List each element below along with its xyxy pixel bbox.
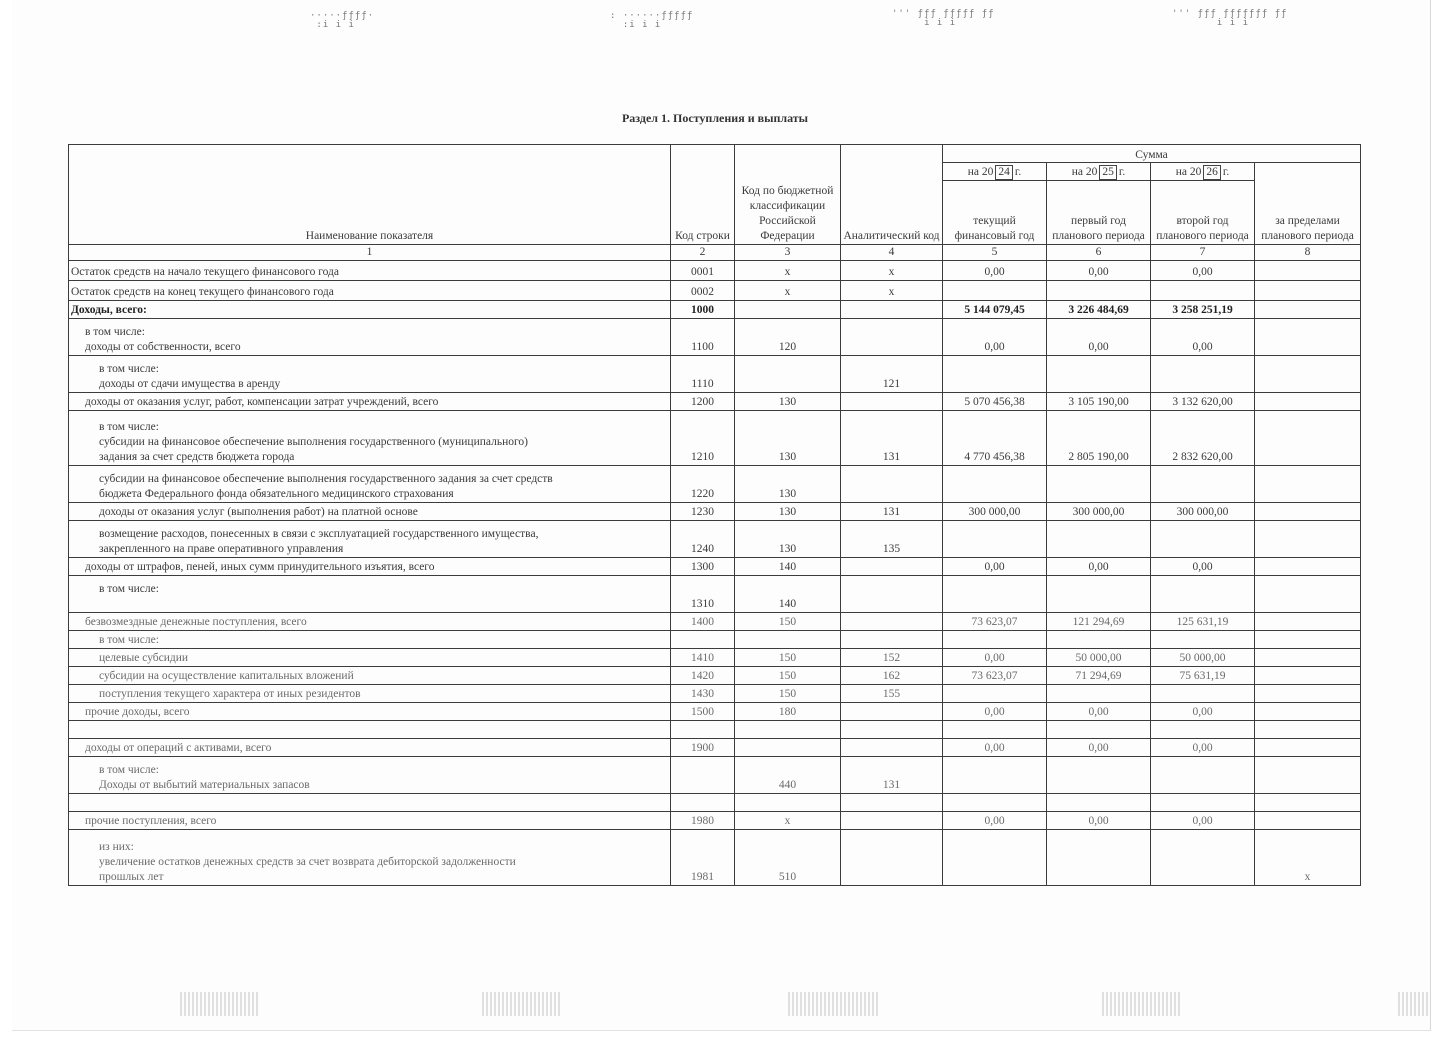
value-first-plan-year: 50 000,00 bbox=[1047, 649, 1151, 667]
table-row bbox=[69, 558, 1361, 576]
analytic-code bbox=[841, 576, 943, 613]
row-code: 1240 bbox=[671, 521, 735, 558]
scan-artifact: : ······ƒƒƒƒƒ :i i i bbox=[610, 11, 694, 30]
scan-artifact bbox=[1398, 992, 1428, 1016]
row-name-line: доходы от штрафов, пеней, иных сумм принудительного изъятия, всего bbox=[85, 561, 435, 573]
value-current-year: 5 070 456,38 bbox=[943, 393, 1047, 411]
row-name bbox=[69, 521, 671, 558]
value-current-year: 0,00 bbox=[943, 739, 1047, 757]
column-number: 6 bbox=[1047, 245, 1151, 261]
row-name-line: безвозмездные денежные поступления, всего bbox=[85, 616, 307, 628]
value-beyond-plan bbox=[1255, 466, 1361, 503]
column-number: 1 bbox=[69, 245, 671, 261]
value-beyond-plan bbox=[1255, 631, 1361, 649]
row-code: 1410 bbox=[671, 649, 735, 667]
analytic-code bbox=[841, 721, 943, 739]
row-name-line: прочие доходы, всего bbox=[85, 706, 190, 718]
analytic-code: x bbox=[841, 261, 943, 281]
row-name bbox=[69, 703, 671, 721]
header-row-code: Код строки bbox=[671, 145, 735, 245]
analytic-code bbox=[841, 812, 943, 830]
row-code: 1900 bbox=[671, 739, 735, 757]
value-first-plan-year bbox=[1047, 757, 1151, 794]
row-name-line: прошлых лет bbox=[99, 871, 164, 883]
scan-artifact bbox=[788, 992, 878, 1016]
value-beyond-plan bbox=[1255, 757, 1361, 794]
budget-code bbox=[735, 356, 841, 393]
row-name bbox=[69, 393, 671, 411]
header-analytic-code: Аналитический код bbox=[841, 145, 943, 245]
row-name-line: в том числе: bbox=[99, 634, 159, 646]
table-row bbox=[69, 631, 1361, 649]
row-name bbox=[69, 261, 671, 281]
value-second-plan-year: 75 631,19 bbox=[1151, 667, 1255, 685]
budget-code: 150 bbox=[735, 667, 841, 685]
table-row bbox=[69, 794, 1361, 812]
table-row bbox=[69, 319, 1361, 356]
value-second-plan-year: 125 631,19 bbox=[1151, 613, 1255, 631]
header-budget-code: Код по бюджетной классификации Российской Федерации bbox=[735, 145, 841, 245]
value-second-plan-year bbox=[1151, 757, 1255, 794]
header-col6: первый год планового периода bbox=[1047, 181, 1151, 245]
budget-code: 150 bbox=[735, 649, 841, 667]
value-first-plan-year: 3 226 484,69 bbox=[1047, 301, 1151, 319]
value-first-plan-year: 0,00 bbox=[1047, 261, 1151, 281]
row-name-line: закрепленного на праве оперативного управления bbox=[99, 543, 344, 555]
value-second-plan-year: 0,00 bbox=[1151, 703, 1255, 721]
scan-artifact: ''' ƒƒƒ ƒƒƒƒƒ ƒƒ i i i bbox=[892, 9, 995, 28]
header-name: Наименование показателя bbox=[69, 145, 671, 245]
row-name bbox=[69, 649, 671, 667]
table-row bbox=[69, 393, 1361, 411]
row-name-line: бюджета Федерального фонда обязательного медицинского страхования bbox=[99, 488, 454, 500]
value-beyond-plan bbox=[1255, 521, 1361, 558]
row-name bbox=[69, 281, 671, 301]
value-first-plan-year bbox=[1047, 281, 1151, 301]
analytic-code bbox=[841, 830, 943, 886]
analytic-code: 131 bbox=[841, 411, 943, 466]
analytic-code bbox=[841, 703, 943, 721]
row-code: 1420 bbox=[671, 667, 735, 685]
row-code: 1000 bbox=[671, 301, 735, 319]
value-current-year bbox=[943, 576, 1047, 613]
budget-code: 130 bbox=[735, 503, 841, 521]
value-first-plan-year bbox=[1047, 721, 1151, 739]
row-name-line: из них: bbox=[99, 841, 134, 853]
value-first-plan-year bbox=[1047, 830, 1151, 886]
value-beyond-plan bbox=[1255, 613, 1361, 631]
header-col8: за пределами планового периода bbox=[1255, 163, 1361, 245]
value-second-plan-year: 0,00 bbox=[1151, 319, 1255, 356]
value-second-plan-year bbox=[1151, 466, 1255, 503]
budget-code: 150 bbox=[735, 685, 841, 703]
table-row bbox=[69, 466, 1361, 503]
value-second-plan-year: 0,00 bbox=[1151, 261, 1255, 281]
row-name bbox=[69, 685, 671, 703]
row-name bbox=[69, 739, 671, 757]
budget-code: 140 bbox=[735, 558, 841, 576]
row-name-line: поступления текущего характера от иных резидентов bbox=[99, 688, 361, 700]
budget-code bbox=[735, 631, 841, 649]
analytic-code: 131 bbox=[841, 757, 943, 794]
column-number: 7 bbox=[1151, 245, 1255, 261]
value-current-year: 73 623,07 bbox=[943, 667, 1047, 685]
row-code: 1310 bbox=[671, 576, 735, 613]
value-second-plan-year bbox=[1151, 721, 1255, 739]
value-first-plan-year: 0,00 bbox=[1047, 703, 1151, 721]
budget-code: 130 bbox=[735, 411, 841, 466]
row-name-line: доходы от собственности, всего bbox=[85, 341, 241, 353]
row-name bbox=[69, 812, 671, 830]
value-current-year: 73 623,07 bbox=[943, 613, 1047, 631]
value-current-year bbox=[943, 281, 1047, 301]
row-name-line: в том числе: bbox=[99, 764, 159, 776]
analytic-code: 152 bbox=[841, 649, 943, 667]
analytic-code bbox=[841, 613, 943, 631]
analytic-code: 135 bbox=[841, 521, 943, 558]
analytic-code bbox=[841, 301, 943, 319]
value-second-plan-year bbox=[1151, 631, 1255, 649]
table-row bbox=[69, 576, 1361, 613]
table-row bbox=[69, 521, 1361, 558]
value-first-plan-year: 2 805 190,00 bbox=[1047, 411, 1151, 466]
value-current-year bbox=[943, 466, 1047, 503]
budget-code: 130 bbox=[735, 393, 841, 411]
budget-code: x bbox=[735, 261, 841, 281]
row-name-line: субсидии на осуществление капитальных вложений bbox=[99, 670, 354, 682]
row-name-line: доходы от сдачи имущества в аренду bbox=[99, 378, 281, 390]
row-code bbox=[671, 757, 735, 794]
analytic-code bbox=[841, 319, 943, 356]
row-name bbox=[69, 721, 671, 739]
row-name bbox=[69, 667, 671, 685]
value-beyond-plan bbox=[1255, 319, 1361, 356]
table-row bbox=[69, 757, 1361, 794]
value-first-plan-year bbox=[1047, 631, 1151, 649]
row-name-line: Доходы, всего: bbox=[71, 304, 147, 316]
value-beyond-plan bbox=[1255, 411, 1361, 466]
analytic-code bbox=[841, 739, 943, 757]
row-name-line: Остаток средств на начало текущего финансового года bbox=[71, 266, 339, 278]
table-row bbox=[69, 356, 1361, 393]
table-row bbox=[69, 281, 1361, 301]
value-first-plan-year bbox=[1047, 466, 1151, 503]
header-col7: второй год планового периода bbox=[1151, 181, 1255, 245]
column-number: 2 bbox=[671, 245, 735, 261]
value-current-year: 0,00 bbox=[943, 319, 1047, 356]
value-beyond-plan bbox=[1255, 356, 1361, 393]
value-second-plan-year: 3 258 251,19 bbox=[1151, 301, 1255, 319]
row-name-line: прочие поступления, всего bbox=[85, 815, 217, 827]
value-current-year: 0,00 bbox=[943, 261, 1047, 281]
row-code: 1430 bbox=[671, 685, 735, 703]
row-code: 1110 bbox=[671, 356, 735, 393]
scan-artifact bbox=[1102, 992, 1182, 1016]
row-name bbox=[69, 576, 671, 613]
row-code: 1220 bbox=[671, 466, 735, 503]
row-code: 1981 bbox=[671, 830, 735, 886]
budget-code: 180 bbox=[735, 703, 841, 721]
value-beyond-plan bbox=[1255, 281, 1361, 301]
header-col5: текущий финансовый год bbox=[943, 181, 1047, 245]
value-first-plan-year bbox=[1047, 576, 1151, 613]
row-name-line: субсидии на финансовое обеспечение выполнения государственного (муниципального) bbox=[99, 436, 528, 448]
budget-code bbox=[735, 739, 841, 757]
value-beyond-plan bbox=[1255, 558, 1361, 576]
budget-code: 120 bbox=[735, 319, 841, 356]
value-first-plan-year bbox=[1047, 685, 1151, 703]
value-second-plan-year: 0,00 bbox=[1151, 739, 1255, 757]
scan-artifact bbox=[180, 992, 260, 1016]
row-name-line: Остаток средств на конец текущего финансового года bbox=[71, 286, 334, 298]
analytic-code bbox=[841, 393, 943, 411]
row-name-line: доходы от оказания услуг (выполнения работ) на платной основе bbox=[99, 506, 418, 518]
value-first-plan-year bbox=[1047, 356, 1151, 393]
receipts-payments-table bbox=[68, 144, 1361, 886]
value-second-plan-year bbox=[1151, 794, 1255, 812]
value-first-plan-year: 300 000,00 bbox=[1047, 503, 1151, 521]
value-first-plan-year: 0,00 bbox=[1047, 558, 1151, 576]
table-row bbox=[69, 667, 1361, 685]
value-beyond-plan bbox=[1255, 812, 1361, 830]
table-row bbox=[69, 411, 1361, 466]
row-name-line bbox=[99, 597, 668, 612]
row-code: 1400 bbox=[671, 613, 735, 631]
value-current-year: 0,00 bbox=[943, 703, 1047, 721]
value-second-plan-year: 50 000,00 bbox=[1151, 649, 1255, 667]
column-number: 8 bbox=[1255, 245, 1361, 261]
value-beyond-plan bbox=[1255, 261, 1361, 281]
value-first-plan-year: 71 294,69 bbox=[1047, 667, 1151, 685]
row-name bbox=[69, 319, 671, 356]
row-name bbox=[69, 466, 671, 503]
value-second-plan-year bbox=[1151, 521, 1255, 558]
value-second-plan-year: 3 132 620,00 bbox=[1151, 393, 1255, 411]
row-code: 0001 bbox=[671, 261, 735, 281]
row-name bbox=[69, 503, 671, 521]
value-second-plan-year: 0,00 bbox=[1151, 558, 1255, 576]
budget-code bbox=[735, 301, 841, 319]
column-number: 3 bbox=[735, 245, 841, 261]
value-current-year: 0,00 bbox=[943, 558, 1047, 576]
value-beyond-plan bbox=[1255, 649, 1361, 667]
value-beyond-plan bbox=[1255, 393, 1361, 411]
row-code: 1200 bbox=[671, 393, 735, 411]
value-current-year: 5 144 079,45 bbox=[943, 301, 1047, 319]
table-row bbox=[69, 261, 1361, 281]
row-name-line: задания за счет средств бюджета города bbox=[99, 451, 295, 463]
budget-code: 150 bbox=[735, 613, 841, 631]
value-beyond-plan bbox=[1255, 301, 1361, 319]
budget-code: x bbox=[735, 281, 841, 301]
row-name-line: возмещение расходов, понесенных в связи с эксплуатацией государственного имущества, bbox=[99, 528, 539, 540]
value-current-year bbox=[943, 631, 1047, 649]
value-beyond-plan bbox=[1255, 667, 1361, 685]
budget-code bbox=[735, 721, 841, 739]
value-beyond-plan bbox=[1255, 503, 1361, 521]
value-current-year: 4 770 456,38 bbox=[943, 411, 1047, 466]
value-beyond-plan bbox=[1255, 703, 1361, 721]
value-first-plan-year bbox=[1047, 521, 1151, 558]
column-number: 4 bbox=[841, 245, 943, 261]
document-page bbox=[12, 0, 1431, 1031]
table-row bbox=[69, 703, 1361, 721]
row-code: 1100 bbox=[671, 319, 735, 356]
row-name-line: в том числе: bbox=[99, 583, 159, 595]
value-first-plan-year: 0,00 bbox=[1047, 319, 1151, 356]
table-row bbox=[69, 613, 1361, 631]
header-year-6: на 20 25 г. bbox=[1047, 163, 1151, 181]
header-year-7: на 20 26 г. bbox=[1151, 163, 1255, 181]
header-year-5: на 20 24 г. bbox=[943, 163, 1047, 181]
row-name bbox=[69, 757, 671, 794]
table-row bbox=[69, 649, 1361, 667]
table-row bbox=[69, 721, 1361, 739]
row-code: 1500 bbox=[671, 703, 735, 721]
row-name-line: увеличение остатков денежных средств за счет возврата дебиторской задолженности bbox=[99, 856, 516, 868]
value-current-year bbox=[943, 721, 1047, 739]
value-current-year bbox=[943, 830, 1047, 886]
value-beyond-plan bbox=[1255, 721, 1361, 739]
value-first-plan-year: 3 105 190,00 bbox=[1047, 393, 1151, 411]
row-code: 1230 bbox=[671, 503, 735, 521]
budget-code: 510 bbox=[735, 830, 841, 886]
table-row bbox=[69, 739, 1361, 757]
table-row bbox=[69, 812, 1361, 830]
scan-artifact: ·····ƒƒƒƒ· :i i i bbox=[310, 11, 375, 30]
row-code: 0002 bbox=[671, 281, 735, 301]
value-second-plan-year bbox=[1151, 356, 1255, 393]
value-current-year: 0,00 bbox=[943, 649, 1047, 667]
budget-code: 440 bbox=[735, 757, 841, 794]
analytic-code bbox=[841, 466, 943, 503]
value-current-year bbox=[943, 521, 1047, 558]
value-second-plan-year bbox=[1151, 576, 1255, 613]
section-title: Раздел 1. Поступления и выплаты bbox=[621, 111, 809, 125]
scan-artifact: ''' ƒƒƒ ƒƒƒƒƒƒƒ ƒƒ i i i bbox=[1172, 9, 1288, 28]
row-name-line: в том числе: bbox=[85, 326, 145, 338]
row-name-line bbox=[71, 796, 668, 811]
value-first-plan-year bbox=[1047, 794, 1151, 812]
table-row bbox=[69, 503, 1361, 521]
row-code: 1300 bbox=[671, 558, 735, 576]
value-current-year bbox=[943, 757, 1047, 794]
budget-code bbox=[735, 794, 841, 812]
value-second-plan-year bbox=[1151, 830, 1255, 886]
row-name-line: субсидии на финансовое обеспечение выполнения государственного задания за счет средств bbox=[99, 473, 553, 485]
row-code bbox=[671, 794, 735, 812]
row-name-line: в том числе: bbox=[99, 421, 159, 433]
row-name-line: в том числе: bbox=[99, 363, 159, 375]
row-name bbox=[69, 301, 671, 319]
value-second-plan-year bbox=[1151, 685, 1255, 703]
analytic-code: 121 bbox=[841, 356, 943, 393]
value-second-plan-year bbox=[1151, 281, 1255, 301]
row-code bbox=[671, 631, 735, 649]
row-code: 1980 bbox=[671, 812, 735, 830]
value-current-year: 300 000,00 bbox=[943, 503, 1047, 521]
row-name bbox=[69, 356, 671, 393]
value-current-year bbox=[943, 685, 1047, 703]
column-number: 5 bbox=[943, 245, 1047, 261]
row-name bbox=[69, 631, 671, 649]
analytic-code bbox=[841, 794, 943, 812]
analytic-code: x bbox=[841, 281, 943, 301]
row-name bbox=[69, 558, 671, 576]
analytic-code: 155 bbox=[841, 685, 943, 703]
table-row bbox=[69, 830, 1361, 886]
budget-code: 140 bbox=[735, 576, 841, 613]
value-current-year: 0,00 bbox=[943, 812, 1047, 830]
row-name-line: доходы от оказания услуг, работ, компенсации затрат учреждений, всего bbox=[85, 396, 439, 408]
value-second-plan-year: 2 832 620,00 bbox=[1151, 411, 1255, 466]
row-name-line: целевые субсидии bbox=[99, 652, 189, 664]
value-second-plan-year: 300 000,00 bbox=[1151, 503, 1255, 521]
value-current-year bbox=[943, 356, 1047, 393]
analytic-code: 162 bbox=[841, 667, 943, 685]
value-beyond-plan bbox=[1255, 685, 1361, 703]
analytic-code bbox=[841, 558, 943, 576]
scan-artifact bbox=[482, 992, 562, 1016]
header-sum: Сумма bbox=[943, 145, 1361, 163]
budget-code: 130 bbox=[735, 466, 841, 503]
row-name-line bbox=[71, 723, 668, 738]
value-beyond-plan bbox=[1255, 794, 1361, 812]
row-name-line: Доходы от выбытий материальных запасов bbox=[99, 779, 310, 791]
budget-code: 130 bbox=[735, 521, 841, 558]
row-name bbox=[69, 613, 671, 631]
budget-code: x bbox=[735, 812, 841, 830]
row-name-line: доходы от операций с активами, всего bbox=[85, 742, 272, 754]
value-beyond-plan bbox=[1255, 739, 1361, 757]
table-row bbox=[69, 685, 1361, 703]
table-row bbox=[69, 301, 1361, 319]
row-code bbox=[671, 721, 735, 739]
value-beyond-plan: x bbox=[1255, 830, 1361, 886]
value-current-year bbox=[943, 794, 1047, 812]
analytic-code: 131 bbox=[841, 503, 943, 521]
analytic-code bbox=[841, 631, 943, 649]
value-first-plan-year: 121 294,69 bbox=[1047, 613, 1151, 631]
row-code: 1210 bbox=[671, 411, 735, 466]
value-beyond-plan bbox=[1255, 576, 1361, 613]
row-name bbox=[69, 411, 671, 466]
value-second-plan-year: 0,00 bbox=[1151, 812, 1255, 830]
row-name bbox=[69, 794, 671, 812]
value-first-plan-year: 0,00 bbox=[1047, 739, 1151, 757]
row-name bbox=[69, 830, 671, 886]
value-first-plan-year: 0,00 bbox=[1047, 812, 1151, 830]
